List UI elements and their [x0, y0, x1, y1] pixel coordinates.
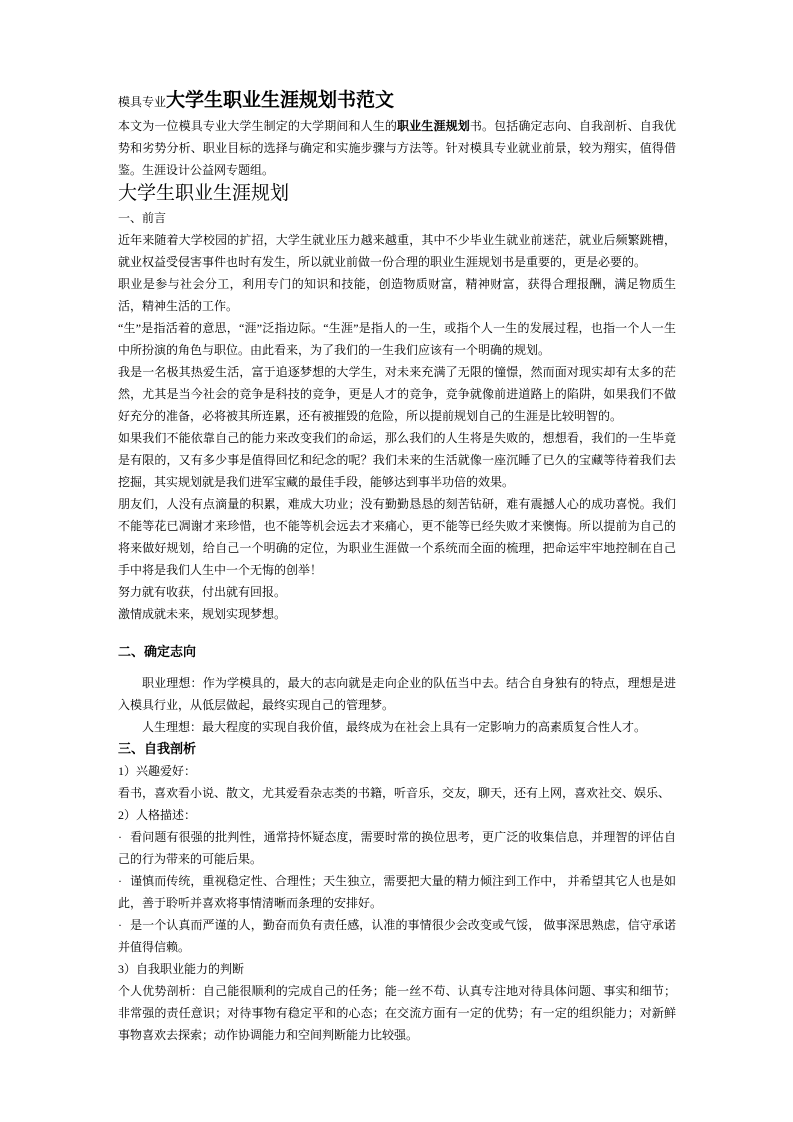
bullet-item: [118, 870, 676, 914]
intro-text-post: 书。包括确定志向、自我剖析、自我优势和劣势分析、职业目标的选择与确定和实施步骤与方法等。针对模具专业就业前景，较为翔实，值得借鉴。生涯设计公益网专题组。: [118, 119, 676, 177]
section3-heading: 三、自我剖析: [118, 741, 197, 756]
bullet-text: 谨慎而传统，重视稳定性、合理性；天生独立，需要把大量的精力倾注到工作中， 并希望其它人也是如此，善于聆听并喜欢将事情清晰而条理的安排好。: [118, 874, 676, 910]
bullet-item: [118, 914, 676, 958]
subsection-label-hobbies: 1）兴趣爱好：: [118, 764, 197, 778]
section1-heading: 一、前言: [118, 211, 167, 225]
bullet-text: 是一个认真而严谨的人，勤奋而负有责任感，认准的事情很少会改变或气馁， 做事深思熟虑，信守承诺并值得信赖。: [118, 918, 676, 954]
paragraph: 如果我们不能依靠自己的能力来改变我们的命运，那么我们的人生将是失败的，想想看，我们的一生毕竟是有限的，又有多少事是值得回忆和纪念的呢？我们未来的生活就像一座沉睡了已久的宝藏等待着我们去挖掘，其实规划就是我们进军宝藏的最佳手段，能够达到事半功倍的效果。: [118, 431, 676, 489]
paragraph-career-ideal: 职业理想：作为学模具的，最大的志向就是走向企业的队伍当中去。结合自身独有的特点，理想是进入模具行业，从低层做起，最终实现自己的管理梦。: [118, 676, 676, 712]
bullet-dot: ·: [118, 918, 122, 932]
paragraph-life-ideal: 人生理想：最大程度的实现自我价值，最终成为在社会上具有一定影响力的高素质复合性人才。: [142, 720, 647, 734]
paragraph: “生”是指活着的意思，“涯”泛指边际。“生涯”是指人的一生，或指个人一生的发展过程，也指一个人一生中所扮演的角色与职位。由此看来，为了我们的一生我们应该有一个明确的规划。: [118, 321, 676, 357]
paragraph: 努力就有收获，付出就有回报。: [118, 585, 287, 599]
paragraph: 朋友们，人没有点滴量的积累，难成大功业；没有勤勤恳恳的刻苦钻研，难有震撼人心的成功喜悦。我们不能等花已凋谢才来珍惜，也不能等机会远去才来痛心，更不能等已经失败才来懊悔。所以提前为自己的将来做好规划，给自己一个明确的定位，为职业生涯做一个系统而全面的梳理，把命运牢牢地控制在自己手中将是我们人生中一个无悔的创举！: [118, 497, 676, 577]
paragraph-strengths: 个人优势剖析：自己能很顺利的完成自己的任务；能一丝不苟、认真专注地对待具体问题、事实和细节；非常强的责任意识；对待事物有稳定平和的心态；在交流方面有一定的优势；有一定的组织能力；对新鲜事物喜欢去探索；动作协调能力和空间判断能力比较强。: [118, 984, 676, 1042]
paragraph-hobbies: 看书，喜欢看小说、散文，尤其爱看杂志类的书籍，听音乐，交友，聊天，还有上网，喜欢社交、娱乐、: [118, 786, 671, 800]
doc-title-main: 大学生职业生涯规划书范文: [166, 90, 395, 111]
doc-subtitle: 大学生职业生涯规划: [118, 183, 290, 204]
paragraph: 激情成就未来，规划实现梦想。: [118, 607, 287, 621]
subsection-label-ability: 3）自我职业能力的判断: [118, 962, 245, 976]
bullet-dot: ·: [118, 874, 122, 888]
paragraph: 近年来随着大学校园的扩招，大学生就业压力越来越重，其中不少毕业生就业前迷茫，就业后频繁跳槽，就业权益受侵害事件也时有发生，所以就业前做一份合理的职业生涯规划书是重要的，更是必要的。: [118, 233, 676, 269]
intro-paragraph: [118, 115, 676, 181]
section2-heading: 二、确定志向: [118, 644, 197, 659]
paragraph: 职业是参与社会分工，利用专门的知识和技能，创造物质财富，精神财富，获得合理报酬，满足物质生活，精神生活的工作。: [118, 277, 676, 313]
paragraph: 我是一名极其热爱生活，富于追逐梦想的大学生，对未来充满了无限的憧憬，然而面对现实却有太多的茫然，尤其是当今社会的竞争是科技的竞争，更是人才的竞争，竞争就像前进道路上的陷阱，如果我们不做好充分的准备，必将被其所连累，还有被摧毁的危险，所以提前规划自己的生涯是比较明智的。: [118, 365, 676, 423]
bullet-item: [118, 826, 676, 870]
doc-title-prefix: 模具专业: [118, 95, 167, 109]
bullet-dot: ·: [118, 830, 122, 844]
intro-text-pre: 本文为一位模具专业大学生制定的大学期间和人生的: [118, 119, 398, 133]
bullet-text: 看问题有很强的批判性，通常持怀疑态度，需要时常的换位思考，更广泛的收集信息，并理智的评估自己的行为带来的可能后果。: [118, 830, 676, 866]
intro-text-bold: 职业生涯规划: [397, 119, 470, 133]
subsection-label-personality: 2）人格描述：: [118, 808, 197, 822]
doc-title: [118, 88, 676, 115]
